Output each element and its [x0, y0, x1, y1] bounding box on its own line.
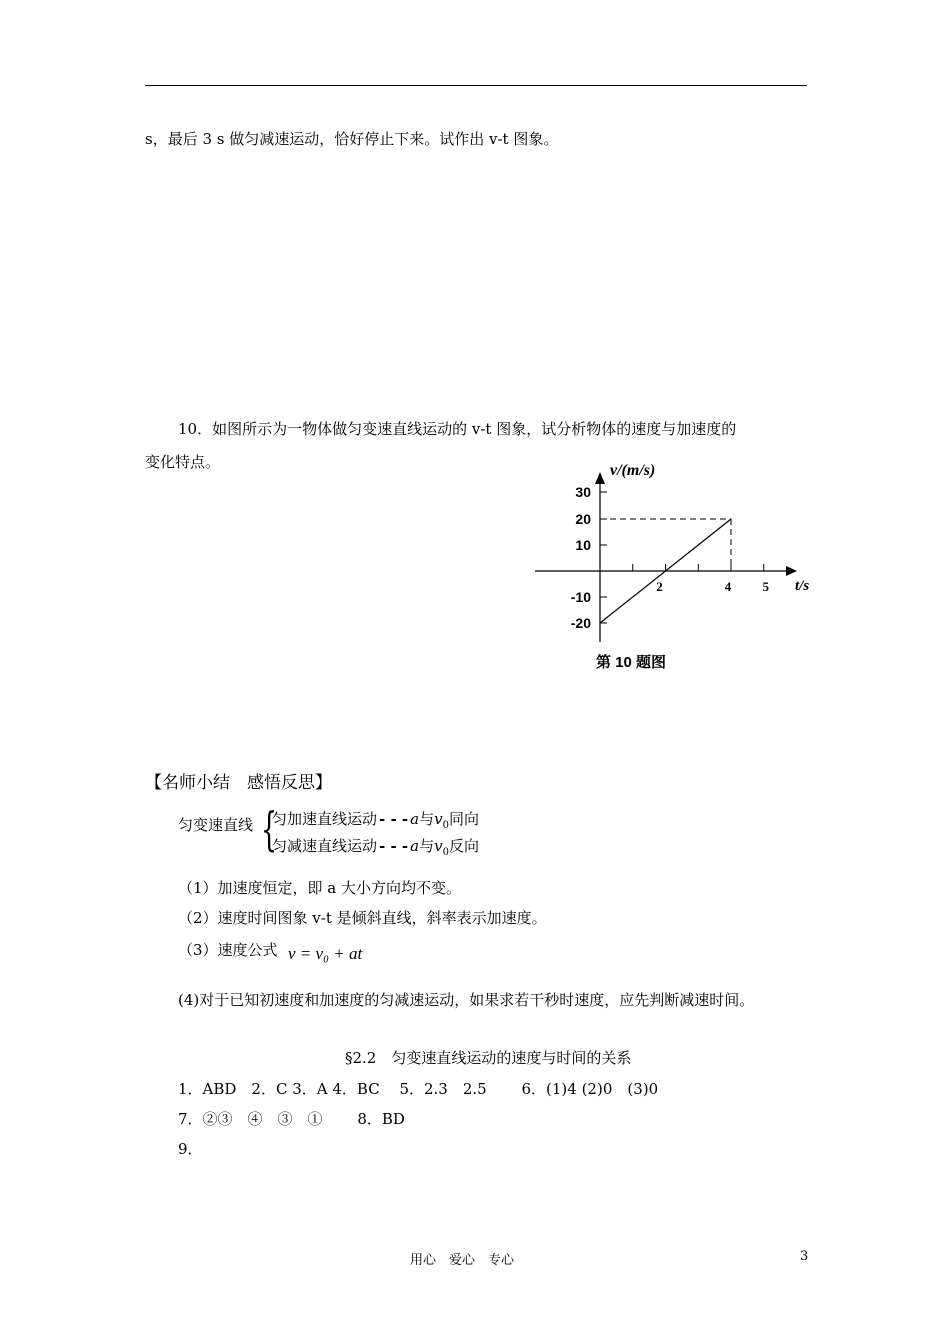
branch-decelerate-label: 匀减速直线运动 — [272, 837, 378, 855]
symbol-a: a — [410, 810, 420, 828]
subscript-zero: 0 — [442, 820, 449, 831]
y-axis-label: v/(m/s) — [610, 462, 656, 479]
y-tick-label: 30 — [575, 484, 591, 500]
y-tick-label: -20 — [570, 615, 591, 631]
answers-line-1: 1．ABD 2．C 3．A 4．BC 5．2.3 2.5 6．(1)4 (2)0 (3)0 — [178, 1080, 659, 1098]
x-tick-label: 2 — [656, 579, 663, 594]
branch-decelerate-dash: - - - — [379, 837, 409, 855]
question-10-line2: 变化特点。 — [145, 453, 221, 471]
branch-accelerate-relation: 同向 — [448, 810, 479, 828]
y-axis-arrow — [595, 472, 605, 484]
subscript-zero: 0 — [442, 847, 449, 858]
branch-decelerate-relation: 反向 — [448, 837, 479, 855]
page-number: 3 — [800, 1249, 809, 1264]
point-2: （2）速度时间图象 v-t 是倾斜直线，斜率表示加速度。 — [178, 909, 547, 927]
tree-branch-decelerate — [272, 835, 479, 858]
figure-caption: 第 10 题图 — [596, 654, 667, 671]
x-axis-arrow — [786, 566, 797, 576]
point-4: (4)对于已知初速度和加速度的匀减速运动，如果求若干秒时速度，应先判断减速时间。 — [178, 991, 755, 1009]
symbol-v: v — [434, 810, 443, 828]
summary-heading: 【名师小结 感悟反思】 — [145, 773, 332, 793]
tree-root: 匀变速直线 — [178, 816, 254, 834]
y-tick-label: 20 — [575, 511, 591, 527]
word-yu: 与 — [419, 810, 435, 828]
footer-motto: 用心 爱心 专心 — [410, 1253, 515, 1268]
y-tick-label: 10 — [575, 537, 591, 553]
header-rule — [145, 85, 807, 86]
x-tick-label: 4 — [724, 579, 732, 594]
velocity-formula: v = v₀ + at — [288, 944, 363, 963]
branch-accelerate-dash: - - - — [379, 810, 409, 828]
symbol-a: a — [410, 837, 420, 855]
question-10-line1: 10．如图所示为一物体做匀变速直线运动的 v-t 图象，试分析物体的速度与加速度的 — [178, 420, 737, 438]
vt-graph — [520, 455, 830, 680]
x-tick-label: 5 — [762, 579, 769, 594]
answers-line-2: 7．②③ ④ ③ ① 8．BD — [178, 1110, 405, 1128]
answers-line-3: 9． — [178, 1140, 203, 1158]
curly-brace: { — [261, 802, 278, 856]
y-tick-label: -10 — [570, 589, 591, 605]
point-1: （1）加速度恒定，即 a 大小方向均不变。 — [178, 879, 462, 897]
tree-branch-accelerate — [272, 808, 479, 831]
branch-accelerate-label: 匀加速直线运动 — [272, 810, 378, 828]
symbol-v: v — [434, 837, 443, 855]
answers-title: §2.2 匀变速直线运动的速度与时间的关系 — [345, 1049, 632, 1067]
intro-line: s，最后 3 s 做匀减速运动，恰好停止下来。试作出 v-t 图象。 — [145, 130, 559, 148]
point-3-label: （3）速度公式 — [178, 941, 278, 959]
word-yu: 与 — [419, 837, 435, 855]
x-axis-label: t/s — [795, 578, 810, 594]
